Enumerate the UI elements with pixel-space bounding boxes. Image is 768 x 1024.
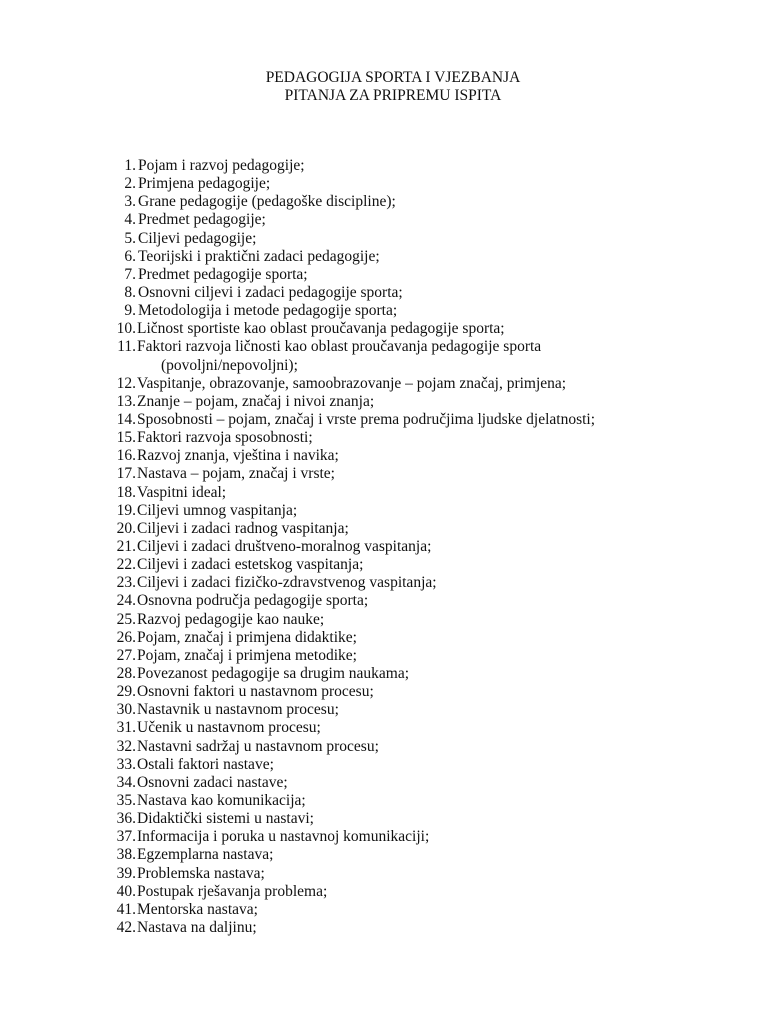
question-text: Pojam, značaj i primjena didaktike;: [137, 628, 357, 646]
question-text: Informacija i poruka u nastavnoj komunikaciji;: [137, 828, 430, 846]
question-text: Faktori razvoja sposobnosti;: [137, 429, 313, 447]
question-item: [0, 447, 768, 465]
question-number: 14.: [116, 410, 136, 428]
question-number: 4.: [124, 211, 136, 229]
question-item: [0, 175, 768, 193]
question-text: Ciljevi pedagogije;: [138, 229, 257, 247]
question-item: [0, 375, 768, 393]
question-text: Učenik u nastavnom procesu;: [137, 719, 321, 737]
question-item: [0, 338, 768, 374]
question-item: [0, 883, 768, 901]
question-number: 1.: [124, 157, 136, 174]
question-item: [0, 756, 768, 774]
question-number: 29.: [116, 683, 136, 701]
question-item: [0, 429, 768, 447]
question-text: Ciljevi umnog vaspitanja;: [137, 501, 298, 519]
question-number: 35.: [116, 791, 136, 809]
question-item: [0, 901, 768, 919]
question-text: Pojam i razvoj pedagogije;: [138, 157, 305, 174]
question-text: Faktori razvoja ličnosti kao oblast proučavanja pedagogije sporta: [137, 338, 542, 356]
question-number: 36.: [116, 810, 136, 828]
question-text: Vaspitni ideal;: [137, 483, 227, 501]
question-number: 25.: [116, 610, 136, 628]
question-text: Nastava na daljinu;: [137, 918, 257, 936]
question-number: 7.: [124, 265, 136, 283]
question-text: Razvoj znanja, vještina i navika;: [137, 447, 339, 465]
question-item: [0, 465, 768, 483]
question-item: [0, 556, 768, 574]
question-number: 20.: [116, 519, 136, 537]
question-number: 21.: [116, 537, 136, 555]
question-item: [0, 647, 768, 665]
question-number: 31.: [116, 719, 136, 737]
question-item: [0, 320, 768, 338]
question-number: 17.: [116, 465, 136, 483]
question-text: Ličnost sportiste kao oblast proučavanja pedagogije sporta;: [137, 320, 505, 338]
question-item: [0, 792, 768, 810]
question-number: 40.: [116, 882, 136, 900]
question-item: [0, 810, 768, 828]
question-number: 28.: [116, 664, 136, 682]
question-item: [0, 774, 768, 792]
question-item: [0, 828, 768, 846]
question-item: [0, 719, 768, 737]
question-number: 6.: [124, 247, 136, 265]
question-text: Nastavnik u nastavnom procesu;: [137, 701, 339, 719]
question-item: [0, 502, 768, 520]
question-text: Ciljevi i zadaci fizičko-zdravstvenog vaspitanja;: [137, 574, 437, 592]
question-item: [0, 411, 768, 429]
question-number: 3.: [124, 193, 136, 211]
question-item: [0, 393, 768, 411]
question-number: 18.: [116, 483, 136, 501]
question-item: [0, 193, 768, 211]
question-number: 16.: [116, 447, 136, 465]
question-number: 37.: [116, 828, 136, 846]
question-number: 23.: [116, 574, 136, 592]
document-subtitle: PITANJA ZA PRIPREMU ISPITA: [284, 87, 502, 104]
question-list: [0, 157, 768, 937]
question-item: [0, 230, 768, 248]
question-item: [0, 865, 768, 883]
question-text: Ostali faktori nastave;: [137, 755, 274, 773]
question-item: [0, 738, 768, 756]
question-number: 19.: [116, 501, 136, 519]
question-text: Povezanost pedagogije sa drugim naukama;: [137, 664, 410, 682]
question-item: [0, 284, 768, 302]
question-number: 2.: [124, 175, 136, 193]
question-text: Egzemplarna nastava;: [137, 846, 274, 864]
question-text: Predmet pedagogije sporta;: [138, 265, 308, 283]
document-header: [0, 69, 768, 105]
question-item: [0, 629, 768, 647]
question-number: 41.: [116, 900, 136, 918]
question-number: 22.: [116, 556, 136, 574]
question-number: 9.: [124, 302, 136, 320]
question-text: Znanje – pojam, značaj i nivoi znanja;: [137, 392, 375, 410]
question-text: Ciljevi i zadaci društveno-moralnog vaspitanja;: [137, 537, 432, 555]
question-text: Sposobnosti – pojam, značaj i vrste prema područjima ljudske djelatnosti;: [137, 410, 596, 428]
question-number: 12.: [116, 374, 136, 392]
document-title: PEDAGOGIJA SPORTA I VJEZBANJA: [265, 69, 521, 86]
question-item: [0, 574, 768, 592]
question-text: Nastava kao komunikacija;: [137, 791, 306, 809]
question-text: Nastavni sadržaj u nastavnom procesu;: [137, 737, 379, 755]
question-number: 13.: [116, 392, 136, 410]
question-text: Osnovni faktori u nastavnom procesu;: [137, 683, 374, 701]
question-item: [0, 248, 768, 266]
question-number: 39.: [116, 864, 136, 882]
question-number: 5.: [124, 229, 136, 247]
question-text: Vaspitanje, obrazovanje, samoobrazovanje – pojam značaj, primjena;: [137, 374, 567, 392]
question-text: Predmet pedagogije;: [138, 211, 266, 229]
question-number: 27.: [116, 646, 136, 664]
question-item: [0, 592, 768, 610]
question-number: 32.: [116, 737, 136, 755]
question-number: 42.: [116, 918, 136, 936]
question-text: Primjena pedagogije;: [138, 175, 271, 193]
question-text: Postupak rješavanja problema;: [137, 882, 328, 900]
question-number: 8.: [124, 283, 136, 301]
question-text: Problemska nastava;: [137, 864, 265, 882]
question-text: Razvoj pedagogije kao nauke;: [137, 610, 325, 628]
question-item: [0, 665, 768, 683]
question-text: Osnovni zadaci nastave;: [137, 773, 288, 791]
question-text: Mentorska nastava;: [137, 900, 258, 918]
question-text: Metodologija i metode pedagogije sporta;: [138, 302, 398, 320]
question-text: Osnovna područja pedagogije sporta;: [137, 592, 369, 610]
question-item: [0, 266, 768, 284]
question-item: [0, 611, 768, 629]
question-number: 15.: [116, 429, 136, 447]
question-number: 33.: [116, 755, 136, 773]
question-text: Osnovni ciljevi i zadaci pedagogije sporta;: [138, 283, 403, 301]
question-text: Didaktički sistemi u nastavi;: [137, 810, 314, 828]
question-text: Grane pedagogije (pedagoške discipline);: [138, 193, 396, 211]
question-text: Ciljevi i zadaci radnog vaspitanja;: [137, 519, 349, 537]
question-number: 34.: [116, 773, 136, 791]
question-item: [0, 846, 768, 864]
question-number: 11.: [117, 338, 136, 356]
question-number: 10.: [116, 320, 136, 338]
question-text: Pojam, značaj i primjena metodike;: [137, 646, 357, 664]
question-item: [0, 520, 768, 538]
question-item: [0, 157, 768, 175]
question-text: Ciljevi i zadaci estetskog vaspitanja;: [137, 556, 364, 574]
question-number: 26.: [116, 628, 136, 646]
question-item: [0, 484, 768, 502]
question-text: Teorijski i praktični zadaci pedagogije;: [138, 247, 380, 265]
question-text: Nastava – pojam, značaj i vrste;: [137, 465, 335, 483]
question-item: [0, 919, 768, 937]
question-text-continuation: (povoljni/nepovoljni);: [161, 356, 298, 374]
question-item: [0, 538, 768, 556]
question-item: [0, 302, 768, 320]
question-item: [0, 211, 768, 229]
question-number: 30.: [116, 701, 136, 719]
question-number: 24.: [116, 592, 136, 610]
question-item: [0, 701, 768, 719]
question-number: 38.: [116, 846, 136, 864]
question-item: [0, 683, 768, 701]
